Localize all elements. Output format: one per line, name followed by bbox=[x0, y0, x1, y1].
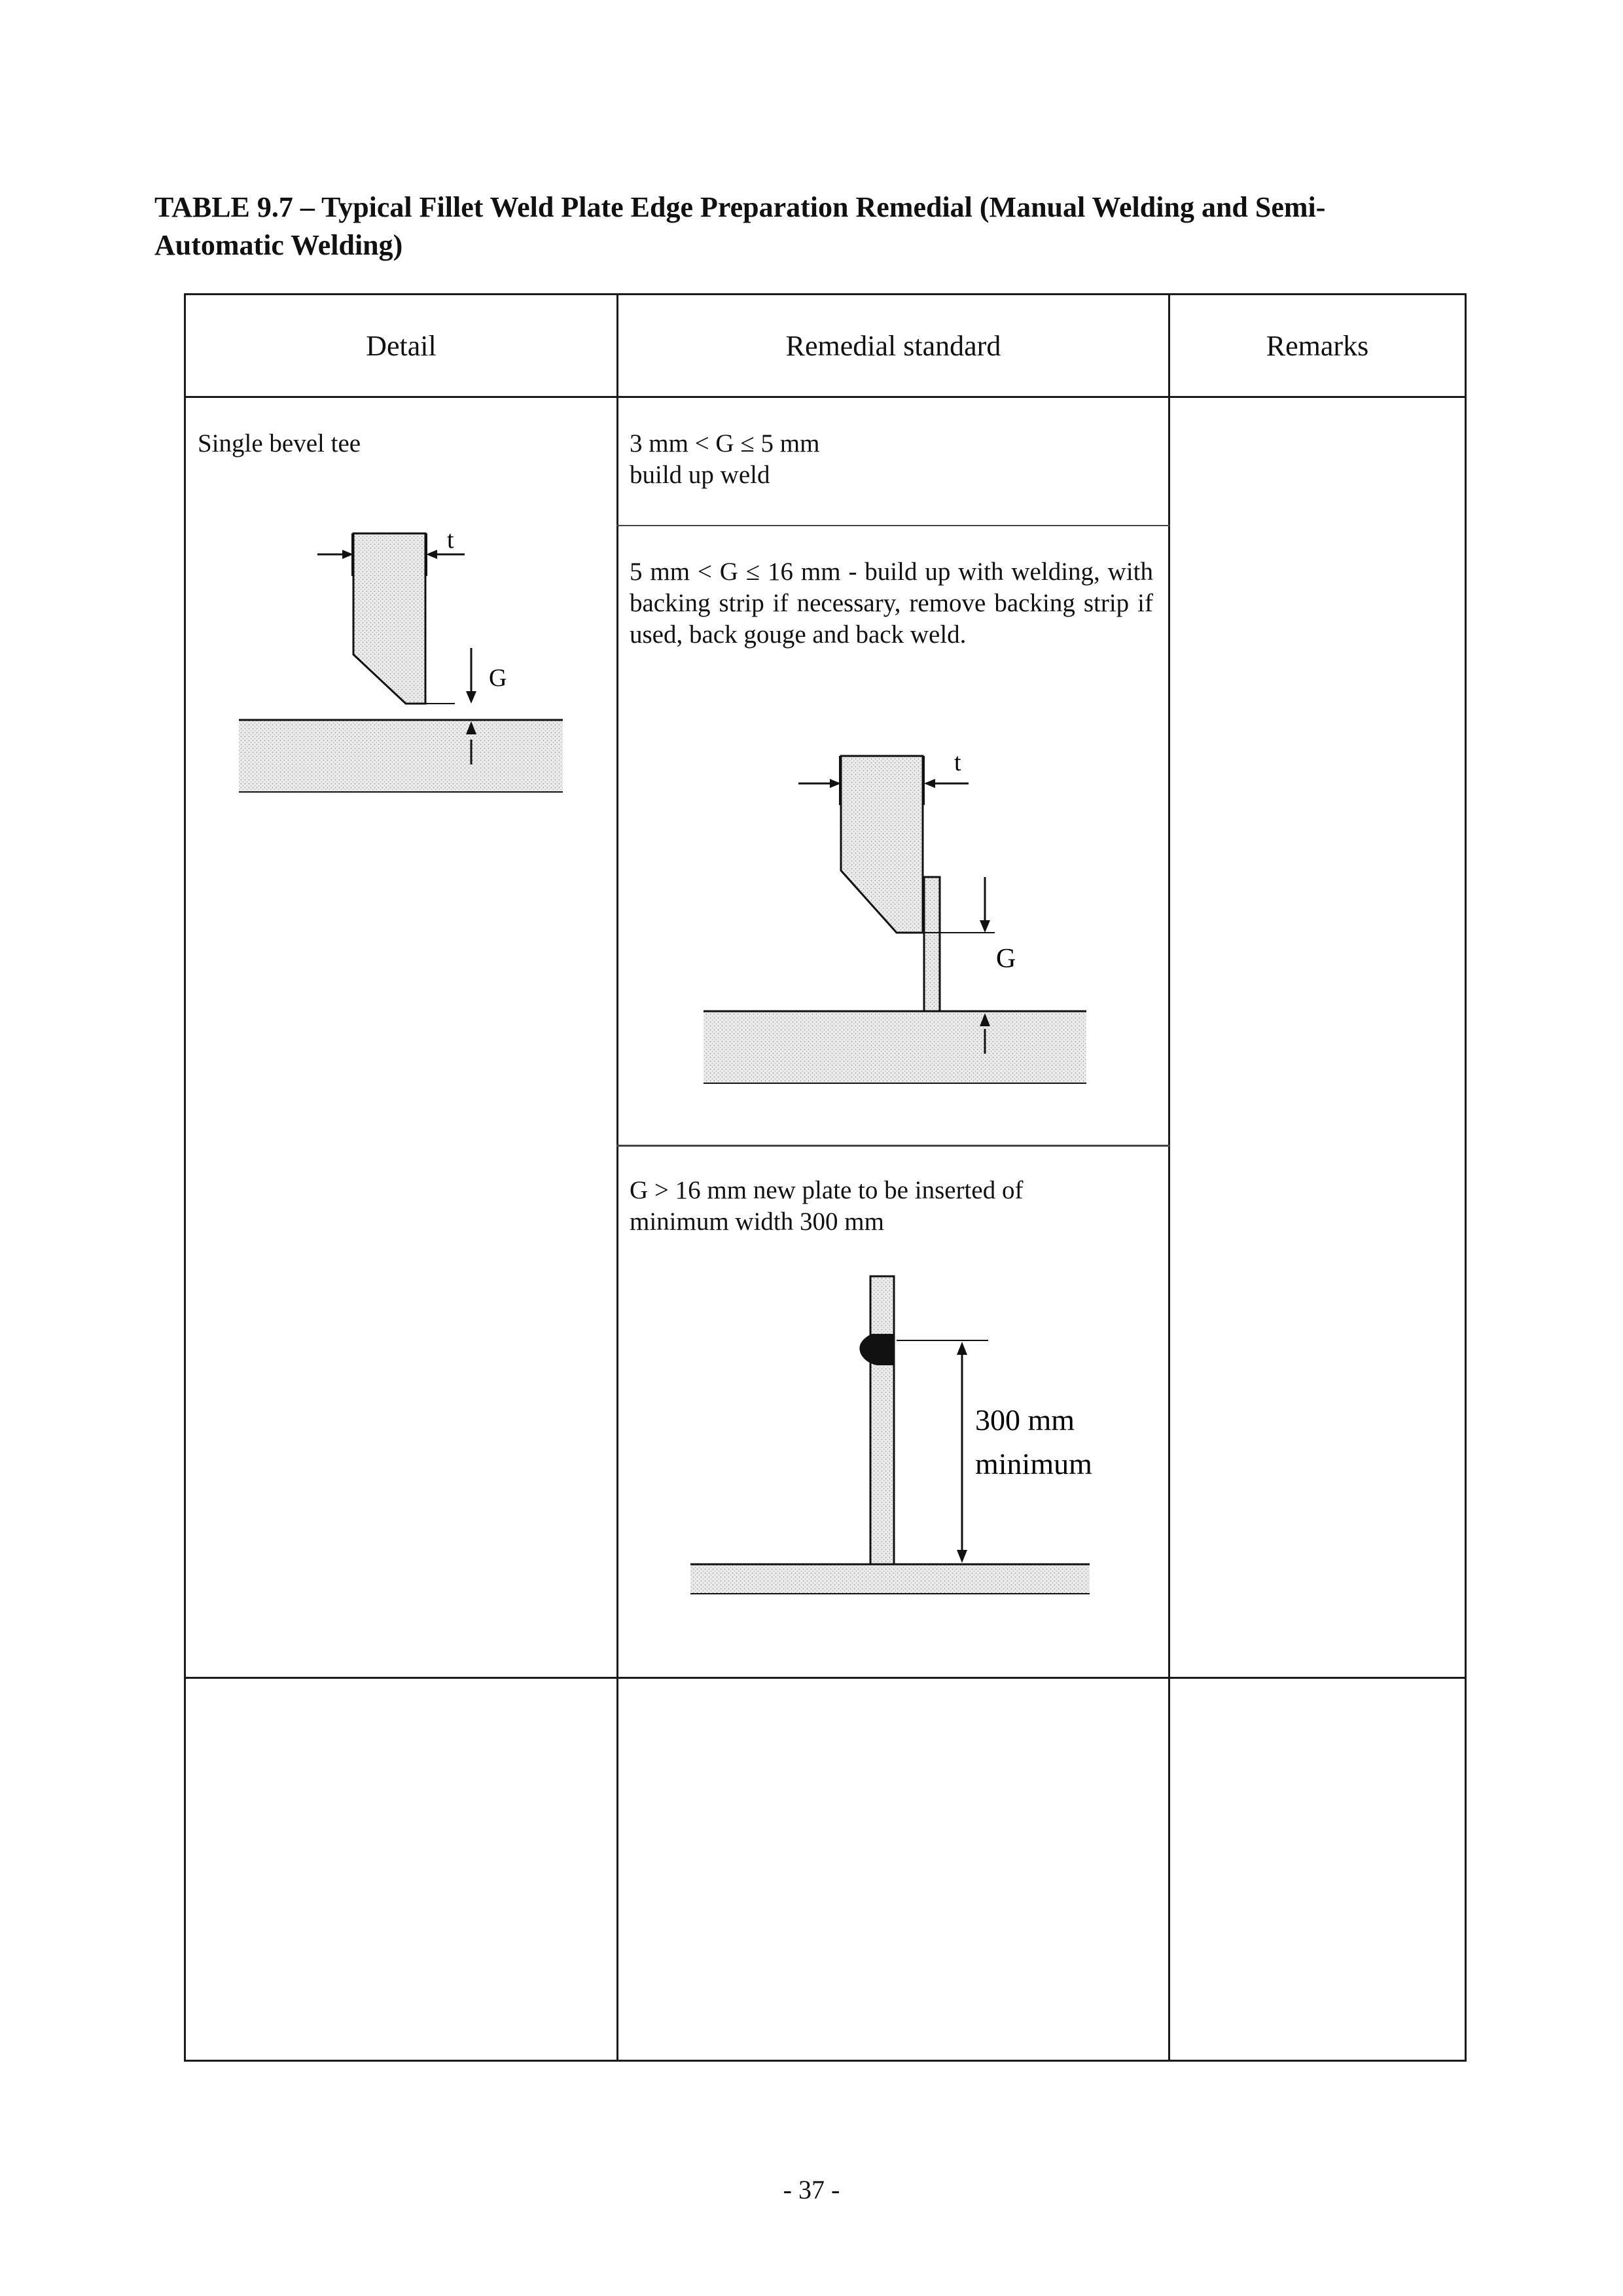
table-border-right bbox=[1465, 293, 1467, 2062]
single-bevel-tee-diagram bbox=[232, 524, 573, 812]
column-divider-2 bbox=[1168, 293, 1170, 2062]
header-label: Remedial standard bbox=[785, 329, 1001, 362]
thickness-label: t bbox=[447, 526, 454, 554]
remedial-line: 3 mm < G ≤ 5 mm bbox=[630, 429, 820, 457]
thickness-label: t bbox=[954, 749, 961, 776]
dimension-label-1: 300 mm bbox=[975, 1403, 1075, 1437]
detail-label: Single bevel tee bbox=[198, 429, 361, 457]
remedial-line: minimum width 300 mm bbox=[630, 1208, 884, 1236]
table-border-left bbox=[184, 293, 186, 2062]
column-header-detail bbox=[186, 293, 616, 398]
column-divider-1 bbox=[616, 293, 618, 2062]
header-label: Remarks bbox=[1266, 329, 1369, 362]
remedial-item-1 bbox=[630, 428, 1153, 491]
column-header-remedial bbox=[618, 293, 1168, 398]
remedial-item-2: 5 mm < G ≤ 16 mm - build up with welding, with backing strip if necessary, remove backing strip if used, back gouge and back weld. bbox=[630, 558, 1153, 649]
remedial-line: G > 16 mm new plate to be inserted of bbox=[630, 1176, 1024, 1204]
page-number: - 37 - bbox=[783, 2175, 840, 2204]
column-header-remarks bbox=[1170, 293, 1465, 398]
row-divider bbox=[184, 1677, 1467, 1679]
table-border-bottom bbox=[184, 2060, 1467, 2062]
remedial-item-3 bbox=[630, 1175, 1153, 1238]
subcell-divider-2 bbox=[616, 1145, 1170, 1147]
table-title: TABLE 9.7 – Typical Fillet Weld Plate Edge Preparation Remedial (Manual Welding and Semi-Automatic Welding) bbox=[154, 191, 1326, 261]
remedial-line: build up weld bbox=[630, 461, 770, 489]
gap-label: G bbox=[489, 664, 507, 692]
backing-strip-diagram bbox=[694, 746, 1099, 1086]
subcell-divider-1 bbox=[616, 525, 1170, 526]
gap-label: G bbox=[996, 944, 1016, 974]
dimension-label-2: minimum bbox=[975, 1447, 1092, 1480]
header-label: Detail bbox=[366, 329, 437, 362]
insert-plate-diagram bbox=[681, 1270, 1099, 1623]
